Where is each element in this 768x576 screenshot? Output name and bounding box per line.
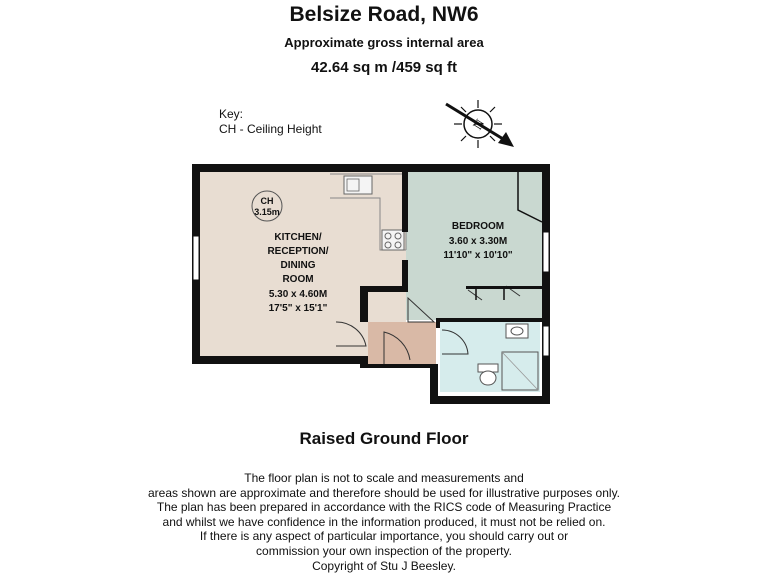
disclaimer-line: If there is any aspect of particular importance, you should carry out or xyxy=(199,529,569,544)
bedroom-dims-imperial: 11'10" x 10'10" xyxy=(443,250,513,261)
compass-letter: N xyxy=(469,116,488,133)
gross-area: 42.64 sq m /459 sq ft xyxy=(311,59,457,76)
key-entry: CH - Ceiling Height xyxy=(219,122,322,136)
ceiling-value: 3.15m xyxy=(254,207,280,217)
disclaimer-line: and whilst we have confidence in the information produced, it must not be relied on. xyxy=(162,514,606,529)
kitchen-dims-imperial: 17'5" x 15'1" xyxy=(268,303,328,314)
key-heading: Key: xyxy=(219,107,244,121)
kitchen-name-line-3: DINING xyxy=(280,260,316,271)
kitchen-name-line-1: KITCHEN/ xyxy=(274,232,322,243)
compass-icon xyxy=(446,100,514,148)
disclaimer-line: areas shown are approximate and therefore should be used for illustrative purposes only. xyxy=(147,485,621,500)
page-title: Belsize Road, NW6 xyxy=(289,3,479,26)
hob-icon xyxy=(382,230,404,250)
disclaimer-line: Copyright of Stu J Beesley. xyxy=(312,558,456,573)
disclaimer xyxy=(0,471,768,573)
kitchen-name-line-2: RECEPTION/ xyxy=(267,246,329,257)
disclaimer-line: commission your own inspection of the property. xyxy=(256,543,512,558)
kitchen-dims-metric: 5.30 x 4.60M xyxy=(268,289,328,300)
ceiling-label: CH xyxy=(260,196,274,206)
disclaimer-line: The floor plan is not to scale and measurements and xyxy=(244,471,524,485)
kitchen-name-line-4: ROOM xyxy=(282,274,314,285)
area-subtitle: Approximate gross internal area xyxy=(284,35,484,50)
floor-label: Raised Ground Floor xyxy=(299,429,469,448)
bedroom-dims-metric: 3.60 x 3.30M xyxy=(448,236,508,247)
disclaimer-line: The plan has been prepared in accordance with the RICS code of Measuring Practice xyxy=(156,500,612,515)
basin-icon xyxy=(506,324,528,338)
bedroom-name: BEDROOM xyxy=(451,221,505,232)
